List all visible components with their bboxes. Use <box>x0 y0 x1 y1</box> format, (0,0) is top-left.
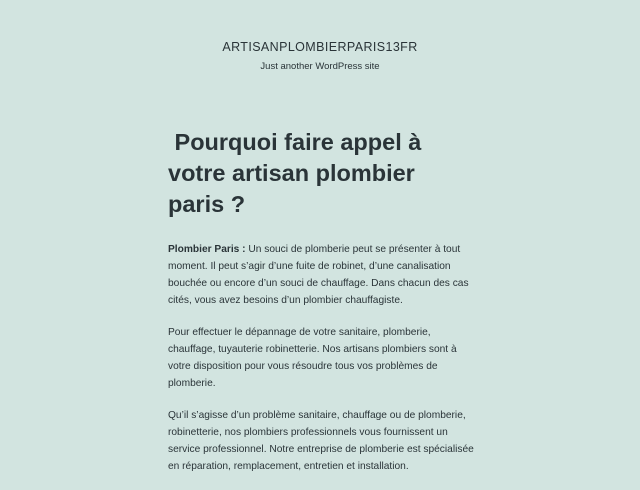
site-description: Just another WordPress site <box>260 61 380 72</box>
main-content <box>168 127 474 490</box>
paragraph-3: Qu’il s’agisse d’un problème sanitaire, chauffage ou de plomberie, robinetterie, nos plombiers professionnels vous fournissent un service professionnel. Notre entreprise de plomberie est spécialisée en réparation, remplacement, entretien et installation. <box>168 410 474 472</box>
paragraph-2: Pour effectuer le dépannage de votre sanitaire, plomberie, chauffage, tuyauterie robinetterie. Nos artisans plombiers sont à votre disposition pour vous résoudre tous vos problèmes de plomberie. <box>168 327 457 389</box>
paragraph-1-lead: Plombier Paris : <box>168 244 246 255</box>
post-article <box>168 127 474 475</box>
paragraph-1 <box>168 241 474 309</box>
post-title: Pourquoi faire appel à votre artisan plombier paris ? <box>168 129 428 217</box>
site-header <box>0 0 640 90</box>
post-body <box>168 241 474 475</box>
site-title-link[interactable]: ARTISANPLOMBIERPARIS13FR <box>222 40 418 54</box>
paragraph-1-text: Un souci de plomberie peut se présenter à tout moment. Il peut s’agir d’une fuite de robinet, d’une canalisation bouchée ou encore d’un souci de chauffage. Dans chacun des cas cités, vous avez besoins d’un plombier chauffagiste. <box>168 244 469 306</box>
